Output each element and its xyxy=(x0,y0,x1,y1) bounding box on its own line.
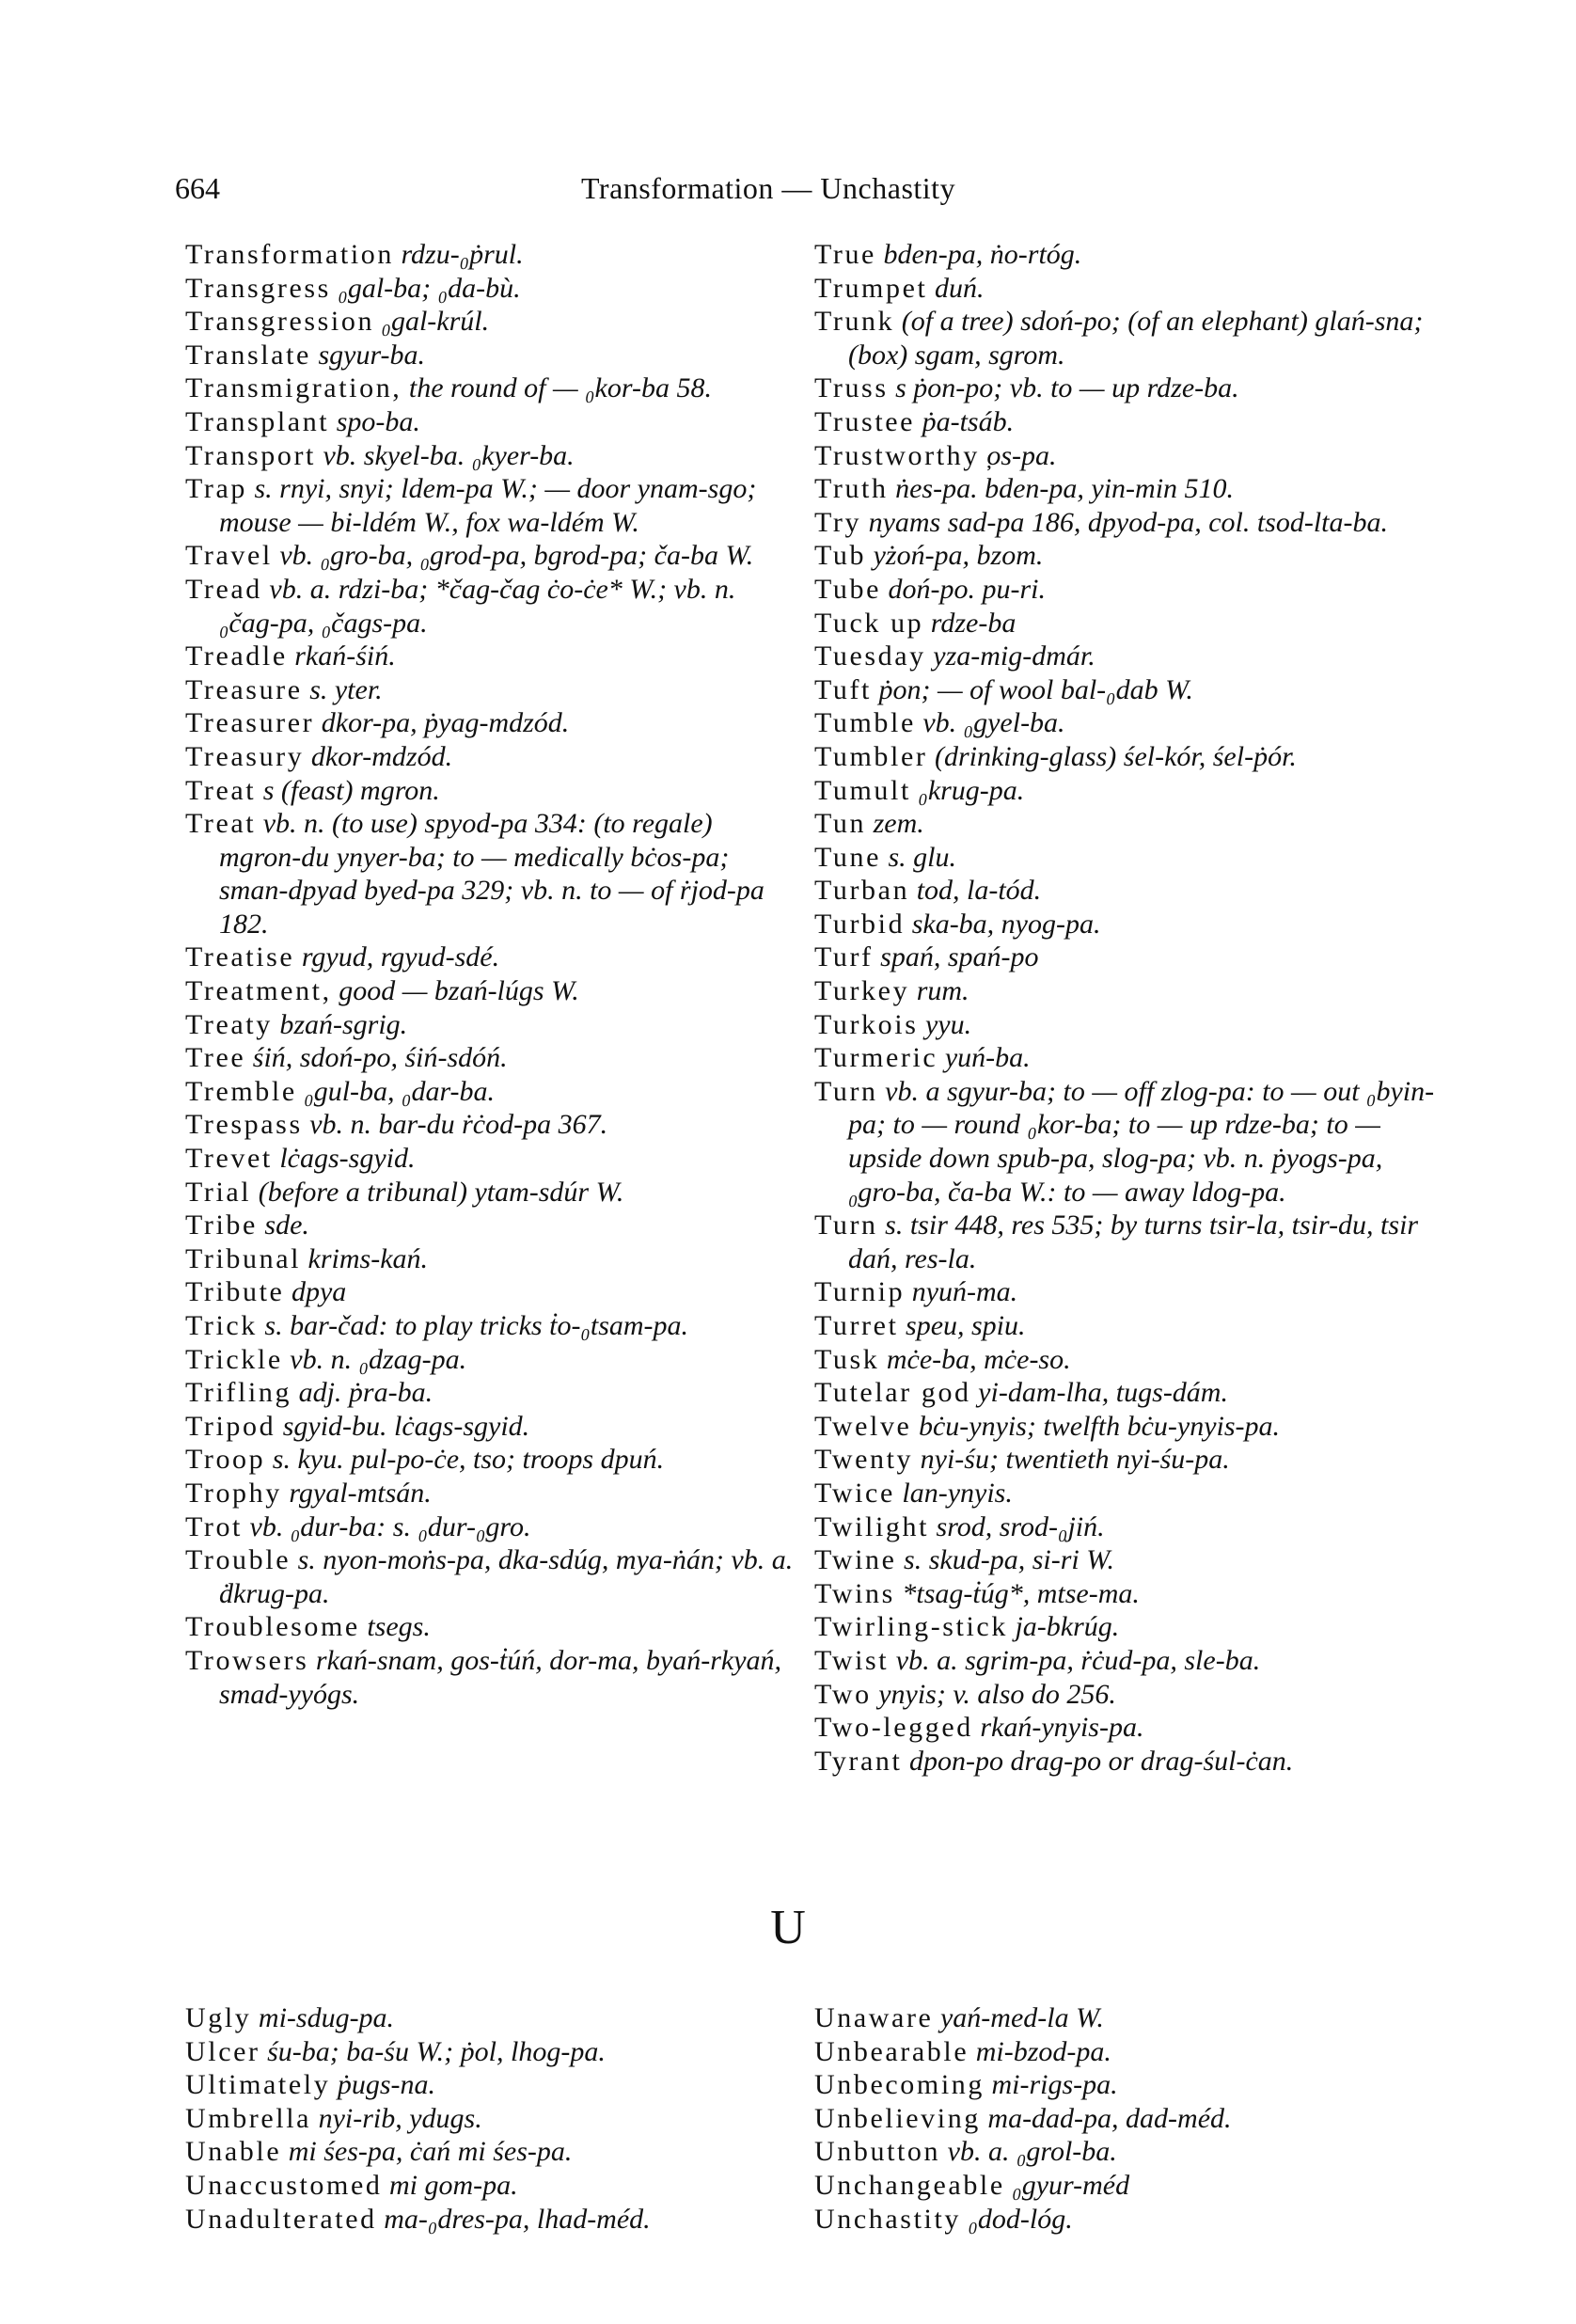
entry-translation: dkor-mdzód. xyxy=(304,740,453,772)
entry-headword: Tun xyxy=(814,808,867,840)
entry-translation: śu-ba; ba-śu W.; ṗol, lhog-pa. xyxy=(260,2035,606,2067)
entry-translation: mi śes-pa, ċań mi śes-pa. xyxy=(281,2136,573,2168)
entry-headword: Tuck up xyxy=(814,607,924,639)
entry-translation: *tsag-ṫúg*, mtse-ma. xyxy=(894,1577,1140,1609)
entry-headword: Trophy xyxy=(185,1477,282,1509)
dictionary-entry xyxy=(814,1711,1435,1745)
entry-headword: Ugly xyxy=(185,2002,252,2033)
entry-headword: Tumult xyxy=(814,774,911,806)
entry-headword: Troop xyxy=(185,1444,266,1476)
dictionary-entry xyxy=(185,640,796,673)
dictionary-entry xyxy=(814,908,1435,941)
entry-translation: ska-ba, nyog-pa. xyxy=(905,908,1101,940)
dictionary-entry xyxy=(185,1343,796,1377)
entry-headword: Two xyxy=(814,1678,872,1710)
entry-headword: Turn xyxy=(814,1209,878,1241)
entry-headword: Treat xyxy=(185,774,257,806)
entry-headword: Transmigration, xyxy=(185,372,402,404)
entry-translation: dpya xyxy=(284,1276,347,1308)
entry-translation: sgyid-bu. lċags-sgyid. xyxy=(276,1410,530,1442)
entry-translation: ₀gyur-méd xyxy=(1004,2169,1130,2201)
entry-headword: Two-legged xyxy=(814,1712,973,1744)
dictionary-entry xyxy=(814,539,1435,573)
entry-translation: mi-rigs-pa. xyxy=(984,2069,1118,2101)
dictionary-entry xyxy=(185,1242,796,1276)
entry-headword: Unaccustomed xyxy=(185,2169,383,2201)
entry-headword: Unchangeable xyxy=(814,2169,1005,2201)
entry-headword: Twine xyxy=(814,1544,897,1576)
dictionary-entry xyxy=(814,1745,1435,1779)
entry-translation: speu, spiu. xyxy=(898,1310,1026,1341)
entry-headword: Unbearable xyxy=(814,2035,969,2067)
entry-translation: srod, srod-₀jiń. xyxy=(929,1510,1105,1542)
right-column-t xyxy=(814,238,1435,1778)
entry-translation: rkań-snam, gos-ṫúń, dor-ma, byań-rkyań, smad-yyógs. xyxy=(219,1644,782,1710)
entry-translation: bzań-sgrig. xyxy=(272,1008,408,1040)
entry-translation: vb. a. sgrim-pa, ṙċud-pa, sle-ba. xyxy=(889,1644,1261,1676)
dictionary-entry xyxy=(185,706,796,740)
dictionary-entry xyxy=(185,2001,796,2035)
entry-translation: rdze-ba xyxy=(923,607,1017,639)
dictionary-entry xyxy=(185,238,796,272)
entry-translation: tod, la-tód. xyxy=(909,875,1042,907)
dictionary-entry xyxy=(814,1477,1435,1510)
dictionary-entry xyxy=(814,1410,1435,1444)
entry-headword: Trifling xyxy=(185,1377,292,1409)
entry-headword: Treasure xyxy=(185,673,303,705)
dictionary-entry xyxy=(185,1008,796,1042)
entry-headword: True xyxy=(814,239,876,270)
entry-headword: Translate xyxy=(185,339,311,371)
entry-translation: ynyis; v. also do 256. xyxy=(871,1678,1116,1710)
dictionary-entry xyxy=(185,439,796,473)
entry-headword: Treaty xyxy=(185,1008,273,1040)
entry-headword: Trickle xyxy=(185,1343,283,1375)
entry-headword: Trevet xyxy=(185,1143,273,1175)
dictionary-entry xyxy=(185,2169,796,2203)
entry-headword: Tuesday xyxy=(814,640,926,672)
dictionary-entry xyxy=(814,405,1435,439)
entry-headword: Tribute xyxy=(185,1276,285,1308)
entry-translation: dpon-po drag-po or drag-śul-ċan. xyxy=(902,1745,1294,1777)
entry-translation: mi gom-pa. xyxy=(382,2169,518,2201)
entry-headword: Troublesome xyxy=(185,1611,360,1643)
dictionary-entry xyxy=(185,1376,796,1410)
entry-translation: lan-ynyis. xyxy=(894,1477,1013,1509)
entry-translation: ṗugs-na. xyxy=(330,2069,435,2101)
dictionary-entry xyxy=(185,740,796,774)
entry-translation: vb. ₀dur-ba: s. ₀dur-₀gro. xyxy=(243,1510,531,1542)
left-column-u xyxy=(185,2001,796,2236)
dictionary-entry xyxy=(814,941,1435,974)
entry-translation: spo-ba. xyxy=(329,405,420,437)
dictionary-entry xyxy=(185,472,796,539)
entry-headword: Transgress xyxy=(185,272,331,304)
entry-headword: Turret xyxy=(814,1310,899,1341)
dictionary-entry xyxy=(185,405,796,439)
dictionary-entry xyxy=(814,2203,1435,2237)
entry-headword: Twilight xyxy=(814,1510,930,1542)
dictionary-entry xyxy=(185,1477,796,1510)
entry-headword: Tumble xyxy=(814,707,916,739)
entry-translation: vb. ₀gyel-ba. xyxy=(915,707,1065,739)
dictionary-entry xyxy=(814,740,1435,774)
dictionary-entry xyxy=(814,640,1435,673)
dictionary-entry xyxy=(185,1142,796,1176)
entry-headword: Turn xyxy=(814,1075,878,1107)
dictionary-entry xyxy=(185,339,796,372)
entry-headword: Turmeric xyxy=(814,1042,938,1074)
entry-translation: ṗon; — of wool bal-₀dab W. xyxy=(872,673,1193,705)
dictionary-entry xyxy=(185,941,796,974)
entry-headword: Treat xyxy=(185,808,257,840)
entry-translation: s. rnyi, snyi; ldem-pa W.; — door ynam-sgo; mouse — bi-ldém W., fox wa-ldém W. xyxy=(219,473,757,538)
entry-headword: Tuft xyxy=(814,673,872,705)
entry-translation: duń. xyxy=(927,272,985,304)
entry-translation: bden-pa, ṅo-rtóg. xyxy=(875,239,1082,270)
dictionary-entry xyxy=(814,2169,1435,2203)
entry-translation: yza-mig-dmár. xyxy=(925,640,1095,672)
entry-headword: Treatment, xyxy=(185,975,332,1007)
dictionary-entry xyxy=(185,1275,796,1309)
entry-translation: rum. xyxy=(909,975,969,1007)
entry-translation: vb. a sgyur-ba; to — off zlog-pa: to — out ₀byin-pa; to — round ₀kor-ba; to — up rdze-ba; to — upside down spub-pa, slog-pa; vb. n. ṗyogs-pa, ₀gro-ba, ča-ba W.: to — away ldog-pa. xyxy=(848,1075,1435,1208)
entry-headword: Turban xyxy=(814,875,910,907)
entry-translation: rgyal-mtsán. xyxy=(281,1477,432,1509)
entry-translation: (of a tree) sdoń-po; (of an elephant) glań-sna; (box) sgam, sgrom. xyxy=(848,306,1424,371)
entry-translation: yyu. xyxy=(918,1008,972,1040)
entry-headword: Unbelieving xyxy=(814,2102,981,2134)
dictionary-entry xyxy=(185,1410,796,1444)
dictionary-entry xyxy=(185,1209,796,1242)
entry-headword: Tribe xyxy=(185,1209,258,1241)
entry-headword: Treadle xyxy=(185,640,288,672)
dictionary-entry xyxy=(814,1343,1435,1377)
dictionary-entry xyxy=(814,974,1435,1008)
dictionary-entry xyxy=(814,1543,1435,1577)
entry-headword: Transformation xyxy=(185,239,394,270)
entry-headword: Trial xyxy=(185,1176,252,1208)
dictionary-entry xyxy=(814,807,1435,841)
entry-translation: ma-dad-pa, dad-méd. xyxy=(980,2102,1232,2134)
right-column-u xyxy=(814,2001,1435,2236)
dictionary-entry xyxy=(185,372,796,405)
entry-headword: Twenty xyxy=(814,1444,914,1476)
entry-headword: Truth xyxy=(814,473,889,505)
dictionary-entry xyxy=(814,372,1435,405)
dictionary-entry xyxy=(814,2068,1435,2102)
running-head: Transformation — Unchastity xyxy=(581,171,956,205)
dictionary-entry xyxy=(814,1577,1435,1611)
dictionary-entry xyxy=(814,272,1435,306)
entry-headword: Treasurer xyxy=(185,707,315,739)
entry-headword: Tutelar god xyxy=(814,1377,971,1409)
dictionary-entry xyxy=(814,1309,1435,1343)
entry-headword: Twelve xyxy=(814,1410,912,1442)
entry-headword: Trowsers xyxy=(185,1644,309,1676)
entry-headword: Turnip xyxy=(814,1276,906,1308)
entry-translation: vb. a. ₀grol-ba. xyxy=(940,2136,1117,2168)
entry-translation: s. nyon-moṅs-pa, dka-sdúg, mya-ṅán; vb. a. ḋkrug-pa. xyxy=(219,1544,794,1609)
dictionary-entry xyxy=(185,1176,796,1209)
entry-headword: Treasury xyxy=(185,740,305,772)
entry-headword: Transplant xyxy=(185,405,330,437)
entry-headword: Trouble xyxy=(185,1544,292,1576)
dictionary-entry xyxy=(185,573,796,640)
entry-translation: nyams sad-pa 186, dpyod-pa, col. tsod-lta-ba. xyxy=(861,506,1388,538)
entry-headword: Trick xyxy=(185,1310,258,1341)
dictionary-entry xyxy=(185,2035,796,2069)
dictionary-entry xyxy=(814,673,1435,707)
entry-translation: vb. n. (to use) spyod-pa 334: (to regale) mgron-du ynyer-ba; to — medically bċos-pa; sman-dpyad byed-pa 329; vb. n. to — of ṙjod-pa 182. xyxy=(219,808,764,940)
dictionary-entry xyxy=(814,2102,1435,2136)
entry-headword: Unable xyxy=(185,2136,282,2168)
entry-headword: Unbutton xyxy=(814,2136,941,2168)
entry-translation: sde. xyxy=(257,1209,309,1241)
dictionary-entry xyxy=(814,841,1435,875)
entry-headword: Turkois xyxy=(814,1008,919,1040)
entry-translation: ṗa-tsáb. xyxy=(915,405,1015,437)
entry-translation: dkor-pa, ṗyag-mdzód. xyxy=(314,707,570,739)
entry-translation: ja-bkrúg. xyxy=(1007,1611,1120,1643)
entry-headword: Turbid xyxy=(814,908,906,940)
entry-translation: s. tsir 448, res 535; by turns tsir-la, tsir-du, tsir dań, res-la. xyxy=(848,1209,1419,1274)
dictionary-entry xyxy=(185,272,796,306)
dictionary-entry xyxy=(814,1008,1435,1042)
dictionary-entry xyxy=(814,607,1435,640)
dictionary-entry xyxy=(814,1443,1435,1477)
entry-translation: tsegs. xyxy=(359,1611,431,1643)
entry-translation: vb. a. rdzi-ba; *čag-čag ċo-ċe* W.; vb. n. ₀čag-pa, ₀čags-pa. xyxy=(219,573,736,639)
dictionary-entry xyxy=(814,1610,1435,1644)
dictionary-entry xyxy=(185,2102,796,2136)
entry-headword: Truss xyxy=(814,372,889,404)
entry-translation: vb. ₀gro-ba, ₀grod-pa, bgrod-pa; ča-ba W. xyxy=(272,540,754,572)
entry-headword: Ulcer xyxy=(185,2035,260,2067)
entry-translation: rgyud, rgyud-sdé. xyxy=(294,941,500,973)
dictionary-entry xyxy=(185,2068,796,2102)
entry-translation: yań-med-la W. xyxy=(933,2002,1104,2033)
entry-headword: Tub xyxy=(814,540,867,572)
entry-translation: spań, spań-po xyxy=(873,941,1039,973)
entry-headword: Twins xyxy=(814,1577,895,1609)
entry-headword: Trot xyxy=(185,1510,243,1542)
entry-translation: ṅes-pa. bden-pa, yin-min 510. xyxy=(888,473,1235,505)
entry-headword: Ultimately xyxy=(185,2069,331,2101)
entry-translation: ₀gal-ba; ₀da-bù. xyxy=(330,272,521,304)
dictionary-entry xyxy=(814,1075,1435,1209)
entry-headword: Transport xyxy=(185,439,316,471)
entry-translation: ₀dod-lóg. xyxy=(960,2203,1073,2235)
dictionary-entry xyxy=(185,1510,796,1544)
entry-translation: the round of — ₀kor-ba 58. xyxy=(402,372,712,404)
entry-translation: ₀gal-krúl. xyxy=(374,306,490,338)
entry-headword: Unaware xyxy=(814,2002,934,2033)
entry-headword: Trap xyxy=(185,473,247,505)
entry-headword: Trespass xyxy=(185,1109,303,1141)
entry-headword: Tribunal xyxy=(185,1242,302,1274)
entry-headword: Umbrella xyxy=(185,2102,312,2134)
entry-translation: mi-sdug-pa. xyxy=(251,2002,395,2033)
entry-translation: ₀gul-ba, ₀dar-ba. xyxy=(296,1075,496,1107)
dictionary-entry xyxy=(814,874,1435,908)
entry-headword: Trunk xyxy=(814,306,895,338)
entry-headword: Turkey xyxy=(814,975,910,1007)
entry-headword: Unchastity xyxy=(814,2203,961,2235)
entry-translation: ̦os-pa. xyxy=(979,439,1057,471)
dictionary-entry xyxy=(814,305,1435,372)
entry-translation: vb. n. ₀dzag-pa. xyxy=(282,1343,467,1375)
entry-translation: ₀krug-pa. xyxy=(910,774,1025,806)
entry-translation: s (feast) mgron. xyxy=(256,774,440,806)
dictionary-entry xyxy=(185,1041,796,1075)
entry-translation: lċags-sgyid. xyxy=(272,1143,416,1175)
dictionary-entry xyxy=(814,1209,1435,1275)
dictionary-entry xyxy=(185,1309,796,1343)
entry-headword: Turf xyxy=(814,941,874,973)
dictionary-entry xyxy=(814,1644,1435,1678)
entry-translation: yuń-ba. xyxy=(938,1042,1031,1074)
entry-headword: Twirling-stick xyxy=(814,1611,1008,1643)
entry-headword: Twist xyxy=(814,1644,890,1676)
entry-translation: krims-kań. xyxy=(301,1242,429,1274)
entry-headword: Trumpet xyxy=(814,272,928,304)
dictionary-entry xyxy=(814,2035,1435,2069)
dictionary-entry xyxy=(814,573,1435,607)
dictionary-entry xyxy=(185,2135,796,2169)
dictionary-entry xyxy=(814,774,1435,808)
entry-headword: Tread xyxy=(185,573,262,605)
dictionary-entry xyxy=(185,1443,796,1477)
entry-headword: Unbecoming xyxy=(814,2069,985,2101)
entry-translation: s. kyu. pul-po-ċe, tso; troops dpuń. xyxy=(265,1444,665,1476)
dictionary-entry xyxy=(185,774,796,808)
entry-headword: Tusk xyxy=(814,1343,880,1375)
entry-headword: Tripod xyxy=(185,1410,276,1442)
entry-translation: rdzu-₀ṗrul. xyxy=(393,239,524,270)
entry-translation: (drinking-glass) śel-kór, śel-ṗór. xyxy=(927,740,1297,772)
dictionary-entry xyxy=(814,1041,1435,1075)
entry-headword: Twice xyxy=(814,1477,895,1509)
entry-headword: Tune xyxy=(814,841,881,873)
dictionary-entry xyxy=(814,238,1435,272)
entry-translation: sgyur-ba. xyxy=(310,339,426,371)
entry-translation: śiń, sdoń-po, śiń-sdóń. xyxy=(245,1042,508,1074)
dictionary-entry xyxy=(185,2203,796,2237)
entry-headword: Trustee xyxy=(814,405,916,437)
dictionary-entry xyxy=(185,305,796,339)
entry-headword: Tube xyxy=(814,573,881,605)
entry-headword: Transgression xyxy=(185,306,375,338)
entry-headword: Tree xyxy=(185,1042,246,1074)
dictionary-entry xyxy=(814,439,1435,473)
dictionary-entry xyxy=(814,1510,1435,1544)
entry-translation: zem. xyxy=(866,808,924,840)
entry-translation: ma-₀dres-pa, lhad-méd. xyxy=(376,2203,651,2235)
entry-translation: vb. n. bar-du ṙċod-pa 367. xyxy=(302,1109,608,1141)
dictionary-entry xyxy=(814,706,1435,740)
dictionary-entry xyxy=(185,1644,796,1711)
entry-translation: yżoń-pa, bzom. xyxy=(866,540,1044,572)
entry-headword: Treatise xyxy=(185,941,295,973)
dictionary-entry xyxy=(814,472,1435,506)
entry-translation: bċu-ynyis; twelfth bċu-ynyis-pa. xyxy=(911,1410,1281,1442)
dictionary-entry xyxy=(185,539,796,573)
entry-headword: Travel xyxy=(185,540,273,572)
dictionary-entry xyxy=(185,1610,796,1644)
dictionary-entry xyxy=(814,2135,1435,2169)
entry-headword: Tyrant xyxy=(814,1745,903,1777)
dictionary-entry xyxy=(814,506,1435,540)
entry-translation: (before a tribunal) ytam-sdúr W. xyxy=(251,1176,624,1208)
entry-translation: mċe-ba, mċe-so. xyxy=(879,1343,1071,1375)
entry-translation: rkań-ynyis-pa. xyxy=(972,1712,1144,1744)
entry-translation: s. yter. xyxy=(302,673,383,705)
dictionary-entry xyxy=(814,2001,1435,2035)
entry-headword: Tremble xyxy=(185,1075,297,1107)
entry-translation: s. bar-čad: to play tricks ṫo-₀tsam-pa. xyxy=(257,1310,689,1341)
dictionary-entry xyxy=(814,1275,1435,1309)
dictionary-entry xyxy=(185,1075,796,1109)
dictionary-entry xyxy=(185,673,796,707)
entry-headword: Trustworthy xyxy=(814,439,980,471)
entry-translation: yi-dam-lha, tugs-dám. xyxy=(970,1377,1228,1409)
entry-translation: adj. ṗra-ba. xyxy=(292,1377,433,1409)
entry-translation: doń-po. pu-ri. xyxy=(881,573,1046,605)
page-number: 664 xyxy=(175,171,220,205)
entry-translation: s. glu. xyxy=(881,841,957,873)
entry-translation: s ṗon-po; vb. to — up rdze-ba. xyxy=(888,372,1239,404)
entry-translation: rkań-śiń. xyxy=(287,640,396,672)
entry-headword: Tumbler xyxy=(814,740,928,772)
section-letter-u: U xyxy=(770,1901,806,1954)
dictionary-entry xyxy=(185,974,796,1008)
entry-translation: nyuń-ma. xyxy=(905,1276,1018,1308)
entry-headword: Unadulterated xyxy=(185,2203,377,2235)
entry-translation: vb. skyel-ba. ₀kyer-ba. xyxy=(315,439,575,471)
dictionary-entry xyxy=(185,807,796,941)
dictionary-entry xyxy=(185,1543,796,1610)
dictionary-entry xyxy=(814,1678,1435,1712)
left-column-t xyxy=(185,238,796,1711)
entry-translation: mi-bzod-pa. xyxy=(969,2035,1111,2067)
entry-translation: s. skud-pa, si-ri W. xyxy=(896,1544,1114,1576)
entry-translation: nyi-śu; twentieth nyi-śu-pa. xyxy=(913,1444,1230,1476)
dictionary-entry xyxy=(185,1108,796,1142)
dictionary-entry xyxy=(814,1376,1435,1410)
entry-headword: Try xyxy=(814,506,862,538)
entry-translation: good — bzań-lúgs W. xyxy=(331,975,579,1007)
entry-translation: nyi-rib, ydugs. xyxy=(311,2102,482,2134)
